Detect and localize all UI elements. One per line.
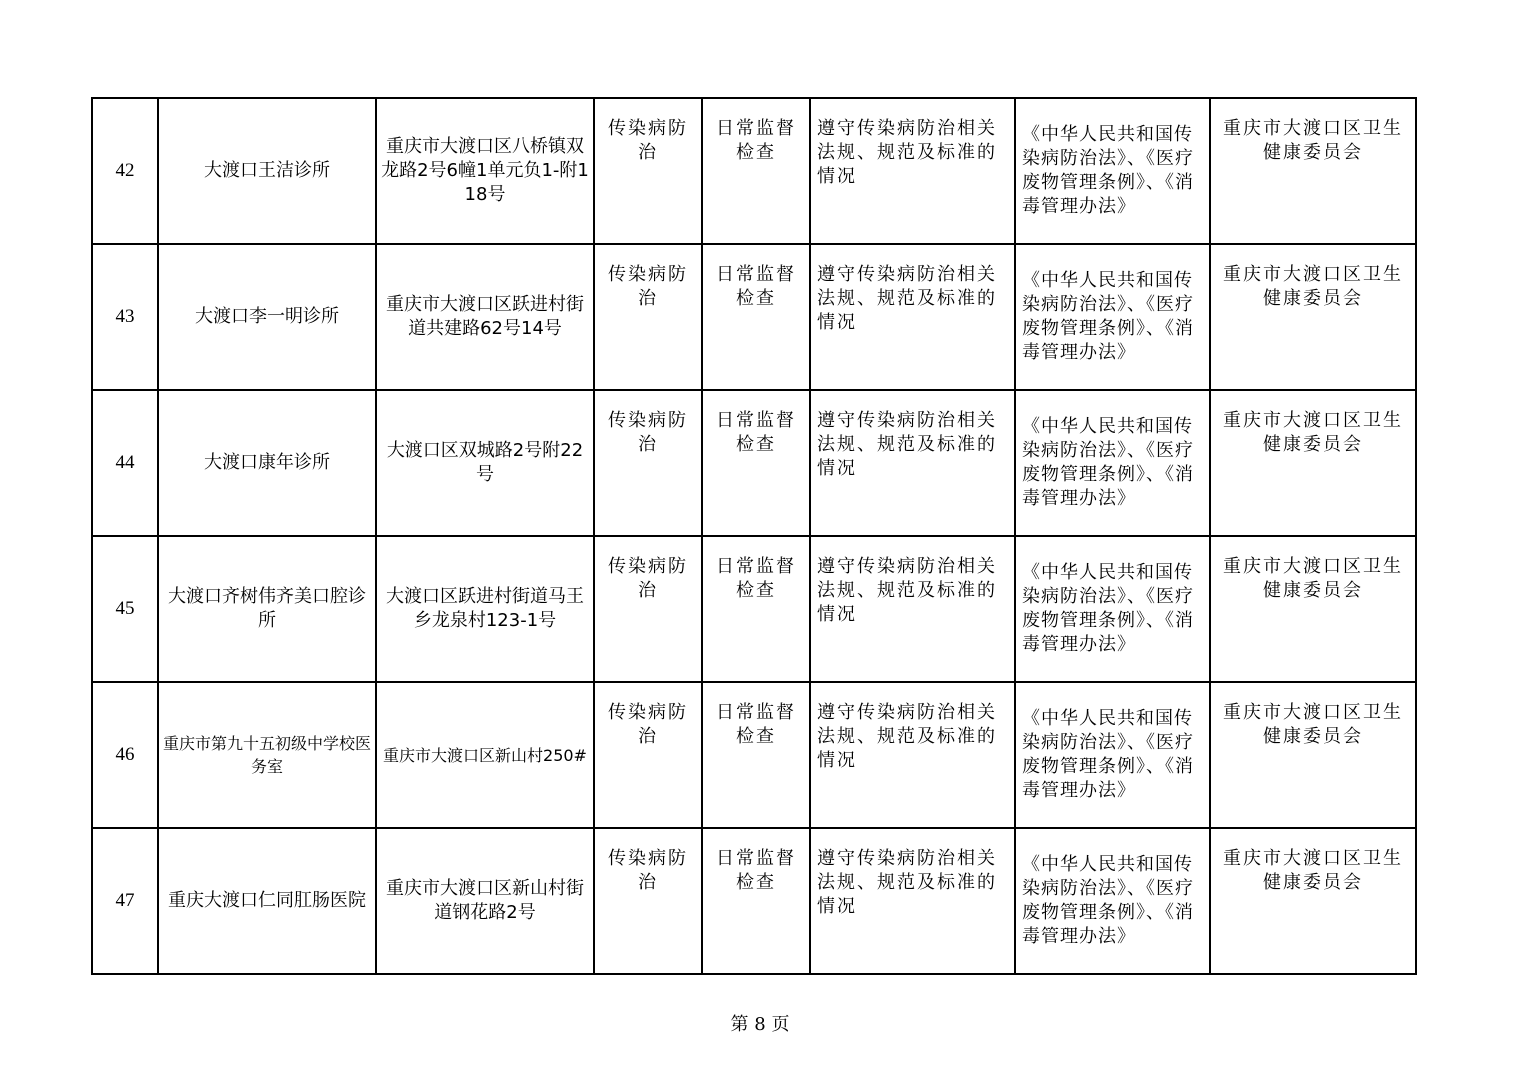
row-number: 45 xyxy=(92,536,158,682)
inspection-category: 传染病防治 xyxy=(594,536,702,682)
table-row xyxy=(92,828,1416,974)
inspection-category: 传染病防治 xyxy=(594,682,702,828)
row-number: 44 xyxy=(92,390,158,536)
row-number: 43 xyxy=(92,244,158,390)
entity-name: 大渡口康年诊所 xyxy=(158,390,376,536)
legal-basis: 《中华人民共和国传染病防治法》、《医疗废物管理条例》、《消毒管理办法》 xyxy=(1015,536,1210,682)
inspection-method: 日常监督检查 xyxy=(702,536,810,682)
inspection-method: 日常监督检查 xyxy=(702,98,810,244)
inspection-method: 日常监督检查 xyxy=(702,682,810,828)
responsible-org: 重庆市大渡口区卫生健康委员会 xyxy=(1210,536,1416,682)
page-number: 第 8 页 xyxy=(730,1014,790,1035)
table-row xyxy=(92,390,1416,536)
responsible-org: 重庆市大渡口区卫生健康委员会 xyxy=(1210,828,1416,974)
inspection-content: 遵守传染病防治相关法规、规范及标准的情况 xyxy=(810,536,1015,682)
entity-address: 重庆市大渡口区八桥镇双龙路2号6幢1单元负1-附118号 xyxy=(376,98,594,244)
inspection-content: 遵守传染病防治相关法规、规范及标准的情况 xyxy=(810,682,1015,828)
responsible-org: 重庆市大渡口区卫生健康委员会 xyxy=(1210,98,1416,244)
table-row xyxy=(92,682,1416,828)
entity-address: 重庆市大渡口区新山村250# xyxy=(376,682,594,828)
responsible-org: 重庆市大渡口区卫生健康委员会 xyxy=(1210,682,1416,828)
entity-name: 重庆市第九十五初级中学校医务室 xyxy=(158,682,376,828)
inspection-method: 日常监督检查 xyxy=(702,828,810,974)
inspection-content: 遵守传染病防治相关法规、规范及标准的情况 xyxy=(810,244,1015,390)
responsible-org: 重庆市大渡口区卫生健康委员会 xyxy=(1210,390,1416,536)
entity-address: 大渡口区跃进村街道马王乡龙泉村123-1号 xyxy=(376,536,594,682)
legal-basis: 《中华人民共和国传染病防治法》、《医疗废物管理条例》、《消毒管理办法》 xyxy=(1015,98,1210,244)
inspection-table xyxy=(91,97,1417,975)
entity-address: 重庆市大渡口区新山村街道钢花路2号 xyxy=(376,828,594,974)
inspection-category: 传染病防治 xyxy=(594,828,702,974)
legal-basis: 《中华人民共和国传染病防治法》、《医疗废物管理条例》、《消毒管理办法》 xyxy=(1015,244,1210,390)
table-body xyxy=(92,98,1416,974)
row-number: 47 xyxy=(92,828,158,974)
inspection-category: 传染病防治 xyxy=(594,98,702,244)
inspection-content: 遵守传染病防治相关法规、规范及标准的情况 xyxy=(810,828,1015,974)
legal-basis: 《中华人民共和国传染病防治法》、《医疗废物管理条例》、《消毒管理办法》 xyxy=(1015,390,1210,536)
row-number: 42 xyxy=(92,98,158,244)
inspection-category: 传染病防治 xyxy=(594,244,702,390)
table-row xyxy=(92,244,1416,390)
table-row xyxy=(92,536,1416,682)
row-number: 46 xyxy=(92,682,158,828)
legal-basis: 《中华人民共和国传染病防治法》、《医疗废物管理条例》、《消毒管理办法》 xyxy=(1015,682,1210,828)
inspection-content: 遵守传染病防治相关法规、规范及标准的情况 xyxy=(810,390,1015,536)
entity-name: 重庆大渡口仁同肛肠医院 xyxy=(158,828,376,974)
entity-name: 大渡口李一明诊所 xyxy=(158,244,376,390)
responsible-org: 重庆市大渡口区卫生健康委员会 xyxy=(1210,244,1416,390)
entity-name: 大渡口齐树伟齐美口腔诊所 xyxy=(158,536,376,682)
inspection-method: 日常监督检查 xyxy=(702,390,810,536)
inspection-category: 传染病防治 xyxy=(594,390,702,536)
inspection-method: 日常监督检查 xyxy=(702,244,810,390)
table-row xyxy=(92,98,1416,244)
entity-address: 大渡口区双城路2号附22号 xyxy=(376,390,594,536)
legal-basis: 《中华人民共和国传染病防治法》、《医疗废物管理条例》、《消毒管理办法》 xyxy=(1015,828,1210,974)
inspection-content: 遵守传染病防治相关法规、规范及标准的情况 xyxy=(810,98,1015,244)
entity-address: 重庆市大渡口区跃进村街道共建路62号14号 xyxy=(376,244,594,390)
entity-name: 大渡口王洁诊所 xyxy=(158,98,376,244)
